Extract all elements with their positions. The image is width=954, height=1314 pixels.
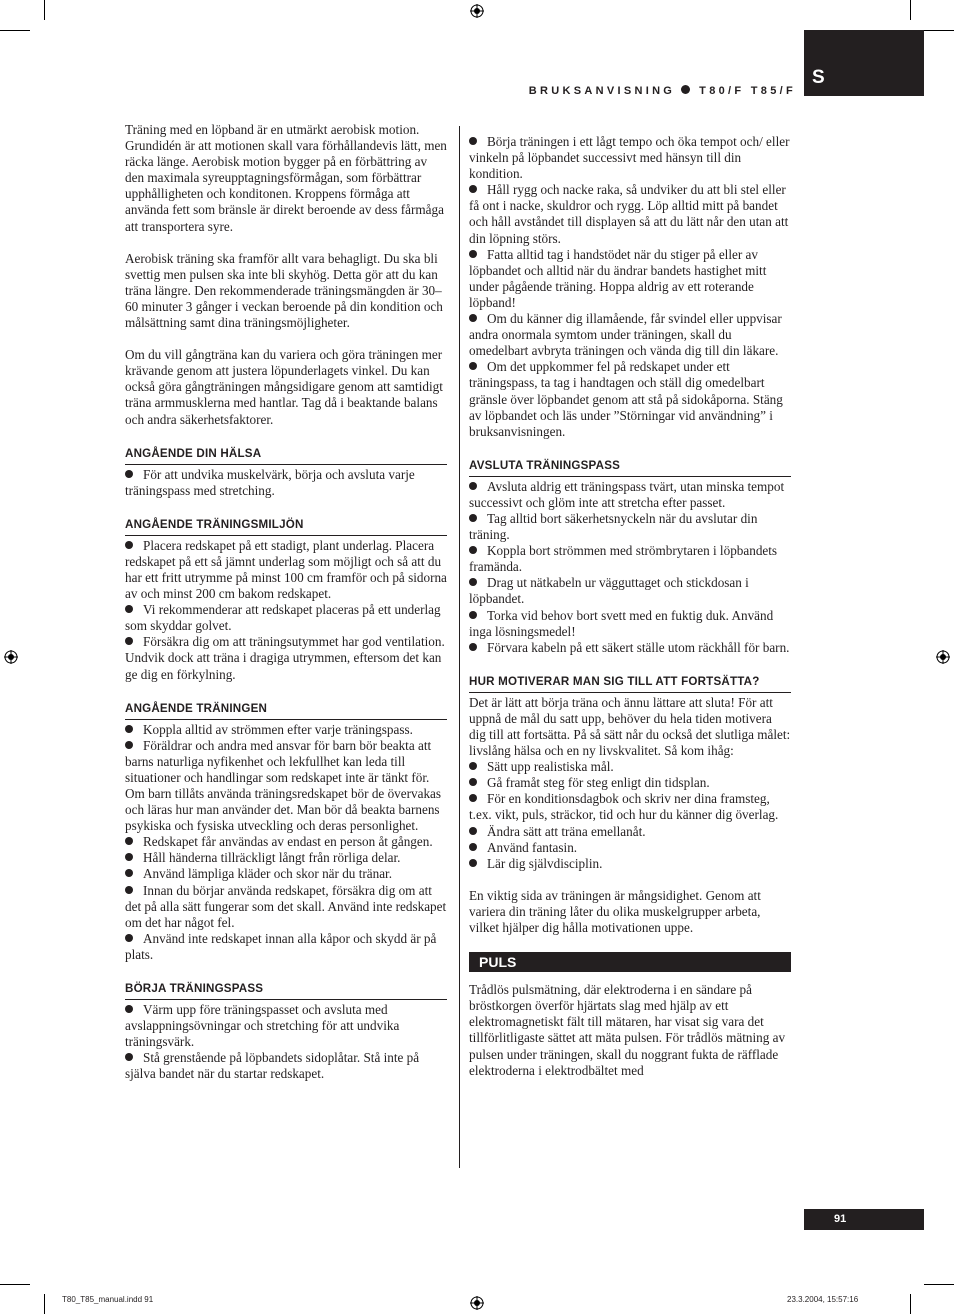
crop-mark xyxy=(0,30,30,31)
crop-mark xyxy=(910,0,911,20)
bullet-icon xyxy=(125,1053,133,1061)
bullet-icon xyxy=(469,314,477,322)
bullet-icon xyxy=(125,637,133,645)
footer-filename: T80_T85_manual.indd 91 xyxy=(62,1295,154,1304)
section-heading: HUR MOTIVERAR MAN SIG TILL ATT FORTSÄTTA? xyxy=(469,672,791,693)
list-item: Tag alltid bort säkerhetsnyckeln när du avslutar din träning. xyxy=(469,510,758,543)
intro-paragraph: Träning med en löpband är en utmärkt aerobisk motion. Grundidén är att motionen skall vara förhållandevis lätt, men räcka länge. Aerobisk motion bygger på en förbättring av den maximala syreupptagningsförmågan, som förbättrar upphålligheten och konditonen. Kroppens förmåga att använda fett som bränsle är direkt beroende av dess fårmåga att transportera syre. xyxy=(125,122,447,234)
puls-heading-bar: PULS xyxy=(469,952,791,972)
list-item: Placera redskapet på ett stadigt, plant underlag. Placera redskapet på ett så jämnt underlag som möjligt och så att du har ett fritt utrymme på minst 100 cm framför och på sidorna av och minst 200 cm bakom redskapet. xyxy=(125,537,447,602)
list-item: Försäkra dig om att träningsutymmet har god ventilation. Undvik dock att träna i dragiga utrymmen, eftersom det kan ge dig en förkylning. xyxy=(125,634,445,682)
intro-paragraph: Aerobisk träning ska framför allt vara behagligt. Du ska bli svettig men pulsen ska inte bli skyhög. Detta gör att du kan träna längre. Den rekommenderade träningsmängden är 30–60 minuter 3 gånger i veckan beroende på din kondition och målsättning samt dina träningsmöjligheter. xyxy=(125,250,443,331)
bullet-icon xyxy=(469,778,477,786)
bullet-icon xyxy=(469,762,477,770)
list-item: Avsluta aldrig ett träningspass tvärt, utan minska tempot successivt och glöm inte att stretcha efter passet. xyxy=(469,478,785,510)
bullet-icon xyxy=(125,934,133,942)
bullet-icon xyxy=(469,546,477,554)
list-item: Värm upp före träningspasset och avsluta med avslappningsövningar och stretching för att undvika träningsvärk. xyxy=(125,1002,400,1050)
bullet-icon xyxy=(469,643,477,651)
list-item: Håll rygg och nacke raka, så undviker du att bli stel eller få ont i nacke, skuldror och rygg. Löp alltid mitt på bandet och håll avståndet till displayen så att du lätt når den utan att din löpning störs. xyxy=(469,182,789,246)
list-item: Använd lämpliga kläder och skor när du tränar. xyxy=(125,866,447,882)
list-item: Lär dig självdisciplin. xyxy=(469,856,791,872)
bullet-icon xyxy=(469,514,477,522)
list-item: Om du känner dig illamående, får svindel eller uppvisar andra onormala symtom under träningen, skall du omedelbart avbryta träningen och vända dig till din läkare. xyxy=(469,311,782,359)
list-item: Redskapet får användas av endast en person åt gången. xyxy=(125,834,447,850)
list-item: Ändra sätt att träna emellanåt. xyxy=(469,824,791,840)
list-item: Håll händerna tillräckligt långt från rörliga delar. xyxy=(125,850,447,866)
column-divider xyxy=(459,126,460,1168)
section-heading: ANGÅENDE DIN HÄLSA xyxy=(125,444,447,465)
bullet-icon xyxy=(469,250,477,258)
bullet-icon xyxy=(469,362,477,370)
section-heading: ANGÅENDE TRÄNINGEN xyxy=(125,699,447,720)
page-number: 91 xyxy=(834,1213,847,1225)
bullet-icon xyxy=(469,843,477,851)
bullet-icon xyxy=(125,853,133,861)
bullet-icon xyxy=(469,482,477,490)
list-item: Föräldrar och andra med ansvar för barn bör beakta att barns naturliga nyfikenhet och lekfullhet kan leda till situationer och handlingar som redskapet inte är tänkt för. Om barn tillåts använda träningsredskapet bör de övervakas och läras hur man använder det. Man bör då beakta barnens psykiska och fysiska utveckling och deras personlighet. xyxy=(125,737,442,834)
list-item: Fatta alltid tag i handstödet när du stiger på eller av löpbandet och alltid när du ändrar bandets hastighet mitt under pågående träning. Hoppa aldrig av ett roterande löpband! xyxy=(469,246,767,310)
bullet-icon xyxy=(469,859,477,867)
page-number-tab xyxy=(804,1209,924,1230)
motivation-paragraph: Det är lätt att börja träna och ännu lättare att sluta! För att uppnå de mål du satt upp, behöver du hela tiden motivera dig till att fortsätta. På så sätt når du också det slutliga målet: livslång hälsa och en ny livskvalitet. Så kom ihåg: xyxy=(469,694,791,759)
section-heading: BÖRJA TRÄNINGSPASS xyxy=(125,979,447,1000)
list-item: Om det uppkommer fel på redskapet under ett träningspass, ta tag i handtagen och ställ dig omedelbart gränsle över löpbandet genom att stå på sidokåporna. Stäng av löpbandet och läs under ”Störningar vid användning” i bruksanvisningen. xyxy=(469,359,783,439)
registration-mark-icon xyxy=(470,4,484,18)
list-item: Gå framåt steg för steg enligt din tidsplan. xyxy=(469,775,791,791)
crop-mark xyxy=(44,1294,45,1314)
list-item: Sätt upp realistiska mål. xyxy=(469,759,791,775)
variety-paragraph: En viktig sida av träningen är mångsidighet. Genom att variera din träning låter du olika muskelgrupper arbeta, vilket hjälper dig hålla motivationen uppe. xyxy=(469,887,761,936)
header-manual: BRUKSANVISNING xyxy=(528,85,676,97)
list-item: Koppla alltid av strömmen efter varje träningspass. xyxy=(125,722,447,738)
column-right xyxy=(469,122,791,1079)
bullet-icon xyxy=(469,185,477,193)
bullet-icon xyxy=(469,794,477,802)
list-item: Drag ut nätkabeln ur vägguttaget och stickdosan i löpbandet. xyxy=(469,575,749,607)
list-item: Börja träningen i ett lågt tempo och öka tempot och/ eller vinkeln på löpbandet successivt med hänsyn till din kondition. xyxy=(469,134,790,182)
list-item: Koppla bort strömmen med strömbrytaren i löpbandets framända. xyxy=(469,543,778,575)
bullet-icon xyxy=(125,1005,133,1013)
bullet-icon xyxy=(681,85,690,94)
list-item: Stå grenstående på löpbandets sidoplåtar. Stå inte på själva bandet när du startar redskapet. xyxy=(125,1050,420,1082)
crop-mark xyxy=(44,0,45,20)
section-heading: AVSLUTA TRÄNINGSPASS xyxy=(469,456,791,477)
bullet-icon xyxy=(125,869,133,877)
running-header xyxy=(529,84,796,98)
header-model: T80/F T85/F xyxy=(699,85,796,97)
footer-timestamp: 23.3.2004, 15:57:16 xyxy=(787,1295,859,1304)
list-item: För att undvika muskelvärk, börja och avsluta varje träningspass med stretching. xyxy=(125,466,415,498)
bullet-icon xyxy=(125,725,133,733)
bullet-icon xyxy=(125,741,133,749)
puls-paragraph: Trådlös pulsmätning, där elektroderna i en sändare på bröstkorgen överför hjärtats slag med hjälp av ett elektromagnetiskt fält till mätaren, har visat sig vara det tillförlitligaste sättet att mäta pulsen. För trådlös mätning av pulsen under träningen, skall du noggrant fukta de räfflade elektroderna i elektrodbältet med xyxy=(469,982,786,1078)
list-item: Använd fantasin. xyxy=(469,840,791,856)
bullet-icon xyxy=(125,470,133,478)
list-item: Förvara kabeln på ett säkert ställe utom räckhåll för barn. xyxy=(469,640,791,656)
bullet-icon xyxy=(469,578,477,586)
bullet-icon xyxy=(469,137,477,145)
bullet-icon xyxy=(469,827,477,835)
intro-paragraph: Om du vill gångträna kan du variera och göra träningen mer krävande genom att justera löpunderlagets vinkel. Du kan också göra gångträningen mångsidigare genom att samtidigt träna armmusklerna med hantlar. Tag då i beaktande balans och andra säkerhetsfaktorer. xyxy=(125,347,443,427)
crop-mark xyxy=(924,1284,954,1285)
list-item: Vi rekommenderar att redskapet placeras på ett underlag som skyddar golvet. xyxy=(125,602,441,634)
bullet-icon xyxy=(125,541,133,549)
bullet-icon xyxy=(125,886,133,894)
crop-mark xyxy=(910,1294,911,1314)
bullet-icon xyxy=(125,605,133,613)
crop-mark xyxy=(924,30,954,31)
list-item: Använd inte redskapet innan alla kåpor och skydd är på plats. xyxy=(125,930,437,962)
crop-mark xyxy=(0,1284,30,1285)
registration-mark-icon xyxy=(936,650,950,664)
language-tab xyxy=(804,30,924,96)
list-item: Torka vid behov bort svett med en fuktig duk. Använd inga lösningsmedel! xyxy=(469,607,774,639)
list-item: För en konditionsdagbok och skriv ner dina framsteg, t.ex. vikt, puls, sträckor, tid och hur du känner dig överlag. xyxy=(469,791,779,823)
column-left xyxy=(125,122,447,1083)
language-code: S xyxy=(812,67,825,88)
list-item: Innan du börjar använda redskapet, försäkra dig om att det på alla sätt fungerar som det skall. Använd inte redskapet om det har något fel. xyxy=(125,882,447,930)
bullet-icon xyxy=(469,611,477,619)
section-heading: ANGÅENDE TRÄNINGSMILJÖN xyxy=(125,515,447,536)
bullet-icon xyxy=(125,837,133,845)
registration-mark-icon xyxy=(4,650,18,664)
registration-mark-icon xyxy=(470,1296,484,1310)
